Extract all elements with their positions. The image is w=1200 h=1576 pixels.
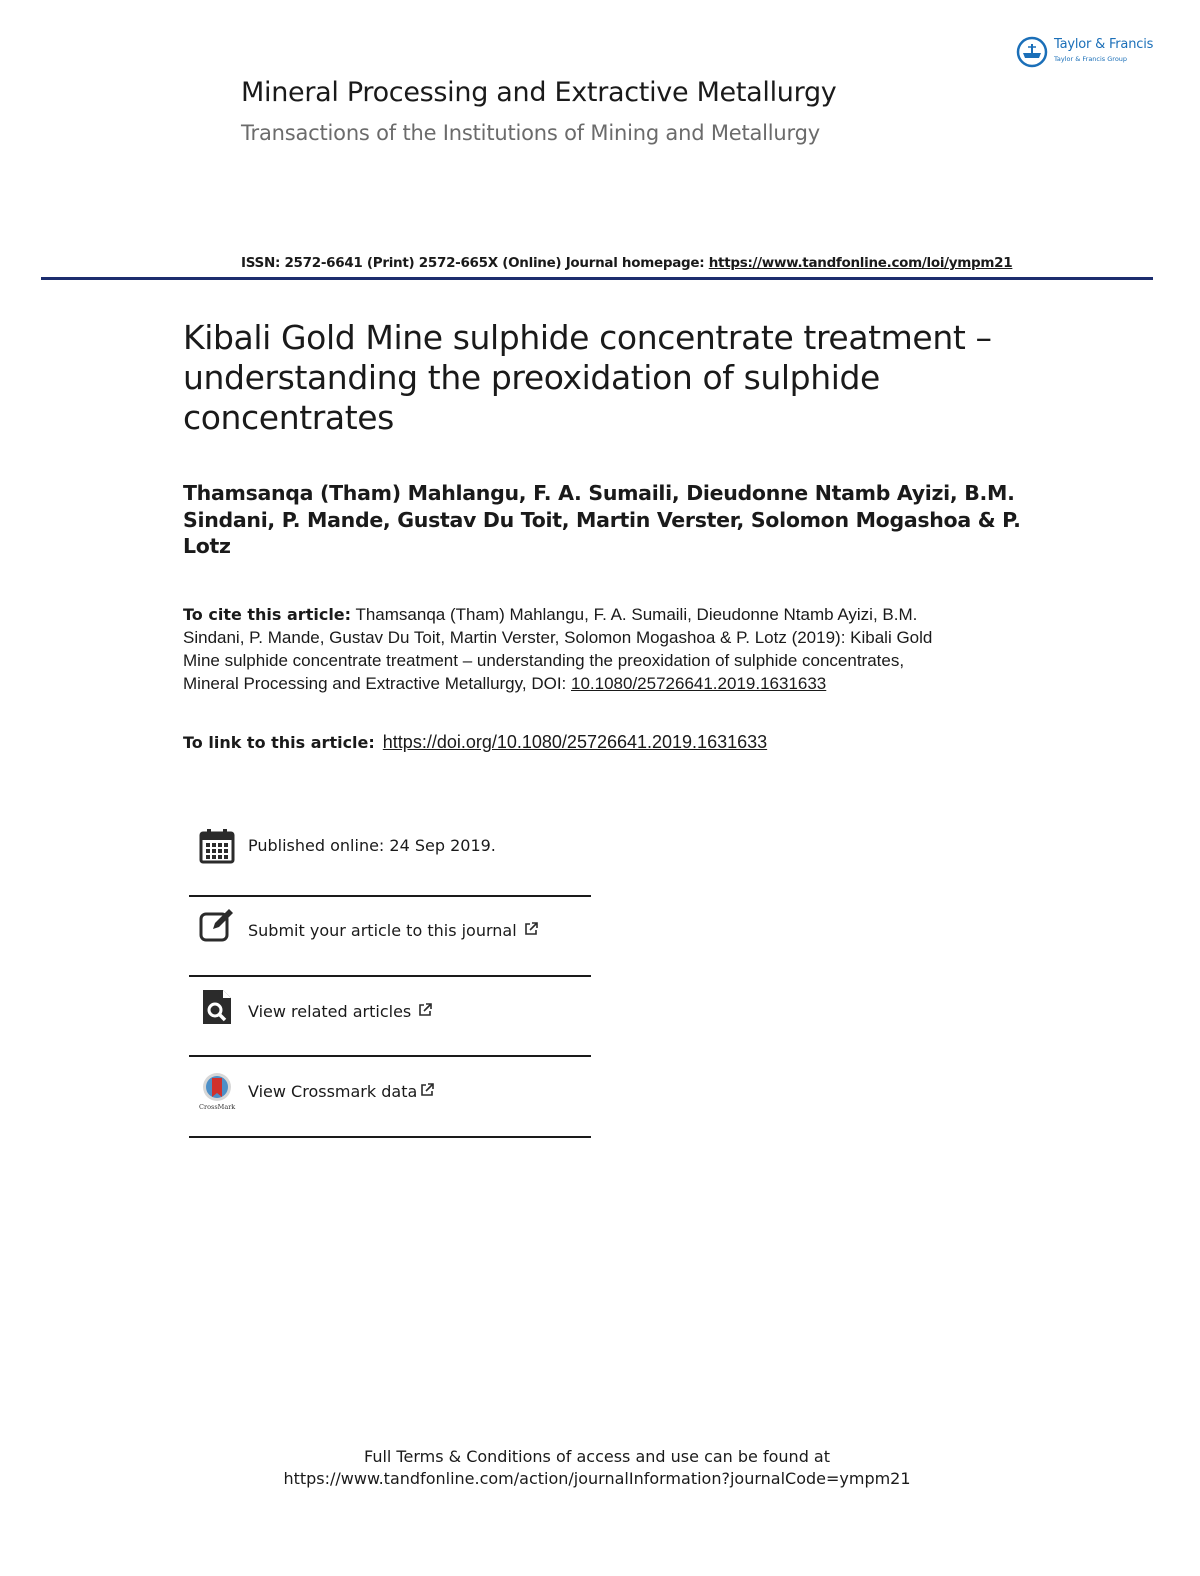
external-link-icon: [419, 1082, 435, 1098]
header-divider: [41, 277, 1153, 280]
terms-footer-text: Full Terms & Conditions of access and use can be found at: [363, 1447, 831, 1466]
crossmark-caption: CrossMark: [199, 1103, 236, 1111]
taylor-francis-emblem-icon: [1016, 36, 1048, 68]
related-articles-row[interactable]: [189, 980, 591, 1060]
publisher-group: Taylor & Francis Group: [1054, 55, 1128, 63]
search-document-icon: [199, 989, 235, 1025]
info-divider: [189, 975, 591, 977]
article-link-line: [183, 732, 767, 753]
citation-label: To cite this article:: [183, 605, 352, 624]
external-link-icon: [417, 1002, 433, 1018]
journal-title: Mineral Processing and Extractive Metallurgy: [241, 77, 837, 108]
article-link-label: To link to this article:: [183, 733, 375, 752]
article-authors: Thamsanqa (Tham) Mahlangu, F. A. Sumaili, Dieudonne Ntamb Ayizi, B.M. Sindani, P. Mande, Gustav Du Toit, Martin Verster, Solomon Mogashoa & P. Lotz: [183, 481, 1021, 558]
terms-footer-link[interactable]: https://www.tandfonline.com/action/journalInformation?journalCode=ympm21: [283, 1469, 911, 1488]
info-divider: [189, 1055, 591, 1057]
published-online-text: Published online: 24 Sep 2019.: [248, 836, 496, 855]
citation-text: Thamsanqa (Tham) Mahlangu, F. A. Sumaili, Dieudonne Ntamb Ayizi, B.M. Sindani, P. Mande, Gustav Du Toit, Martin Verster, Solomon Mogashoa & P. Lotz (2019): Kibali Gold Mine sulphide concentrate treatment – understanding the preoxidation of sulphide concentrates, Mineral Processing and Extractive Metallurgy, DOI:: [183, 605, 933, 693]
crossmark-row[interactable]: [189, 1060, 591, 1140]
published-online-row: [189, 820, 591, 900]
external-link-icon: [523, 921, 539, 937]
journal-homepage-link[interactable]: https://www.tandfonline.com/loi/ympm21: [708, 255, 1013, 271]
calendar-icon: [199, 828, 235, 864]
issn-text: ISSN: 2572-6641 (Print) 2572-665X (Online) Journal homepage:: [241, 255, 709, 271]
submit-article-label: Submit your article to this journal: [248, 921, 517, 940]
edit-icon: [199, 906, 235, 942]
publisher-logo[interactable]: [1016, 36, 1166, 70]
citation-block: [183, 603, 953, 695]
issn-line: [241, 255, 1012, 271]
article-doi-url[interactable]: https://doi.org/10.1080/25726641.2019.1631633: [382, 732, 768, 752]
info-divider: [189, 895, 591, 897]
submit-article-link[interactable]: [248, 921, 539, 940]
crossmark-badge-icon: [202, 1072, 232, 1102]
info-divider: [189, 1136, 591, 1138]
crossmark-link[interactable]: [248, 1082, 435, 1101]
journal-subtitle: Transactions of the Institutions of Mining and Metallurgy: [241, 121, 820, 145]
publisher-name: Taylor & Francis: [1054, 37, 1154, 52]
related-articles-link[interactable]: [248, 1002, 433, 1021]
crossmark-label: View Crossmark data: [248, 1082, 418, 1101]
related-articles-label: View related articles: [248, 1002, 412, 1021]
submit-article-row[interactable]: [189, 900, 591, 980]
citation-doi-link[interactable]: 10.1080/25726641.2019.1631633: [571, 674, 827, 693]
terms-footer: [0, 1446, 1194, 1490]
crossmark-icon: [199, 1072, 235, 1112]
article-title: Kibali Gold Mine sulphide concentrate treatment – understanding the preoxidation of sulphide concentrates: [183, 318, 992, 437]
